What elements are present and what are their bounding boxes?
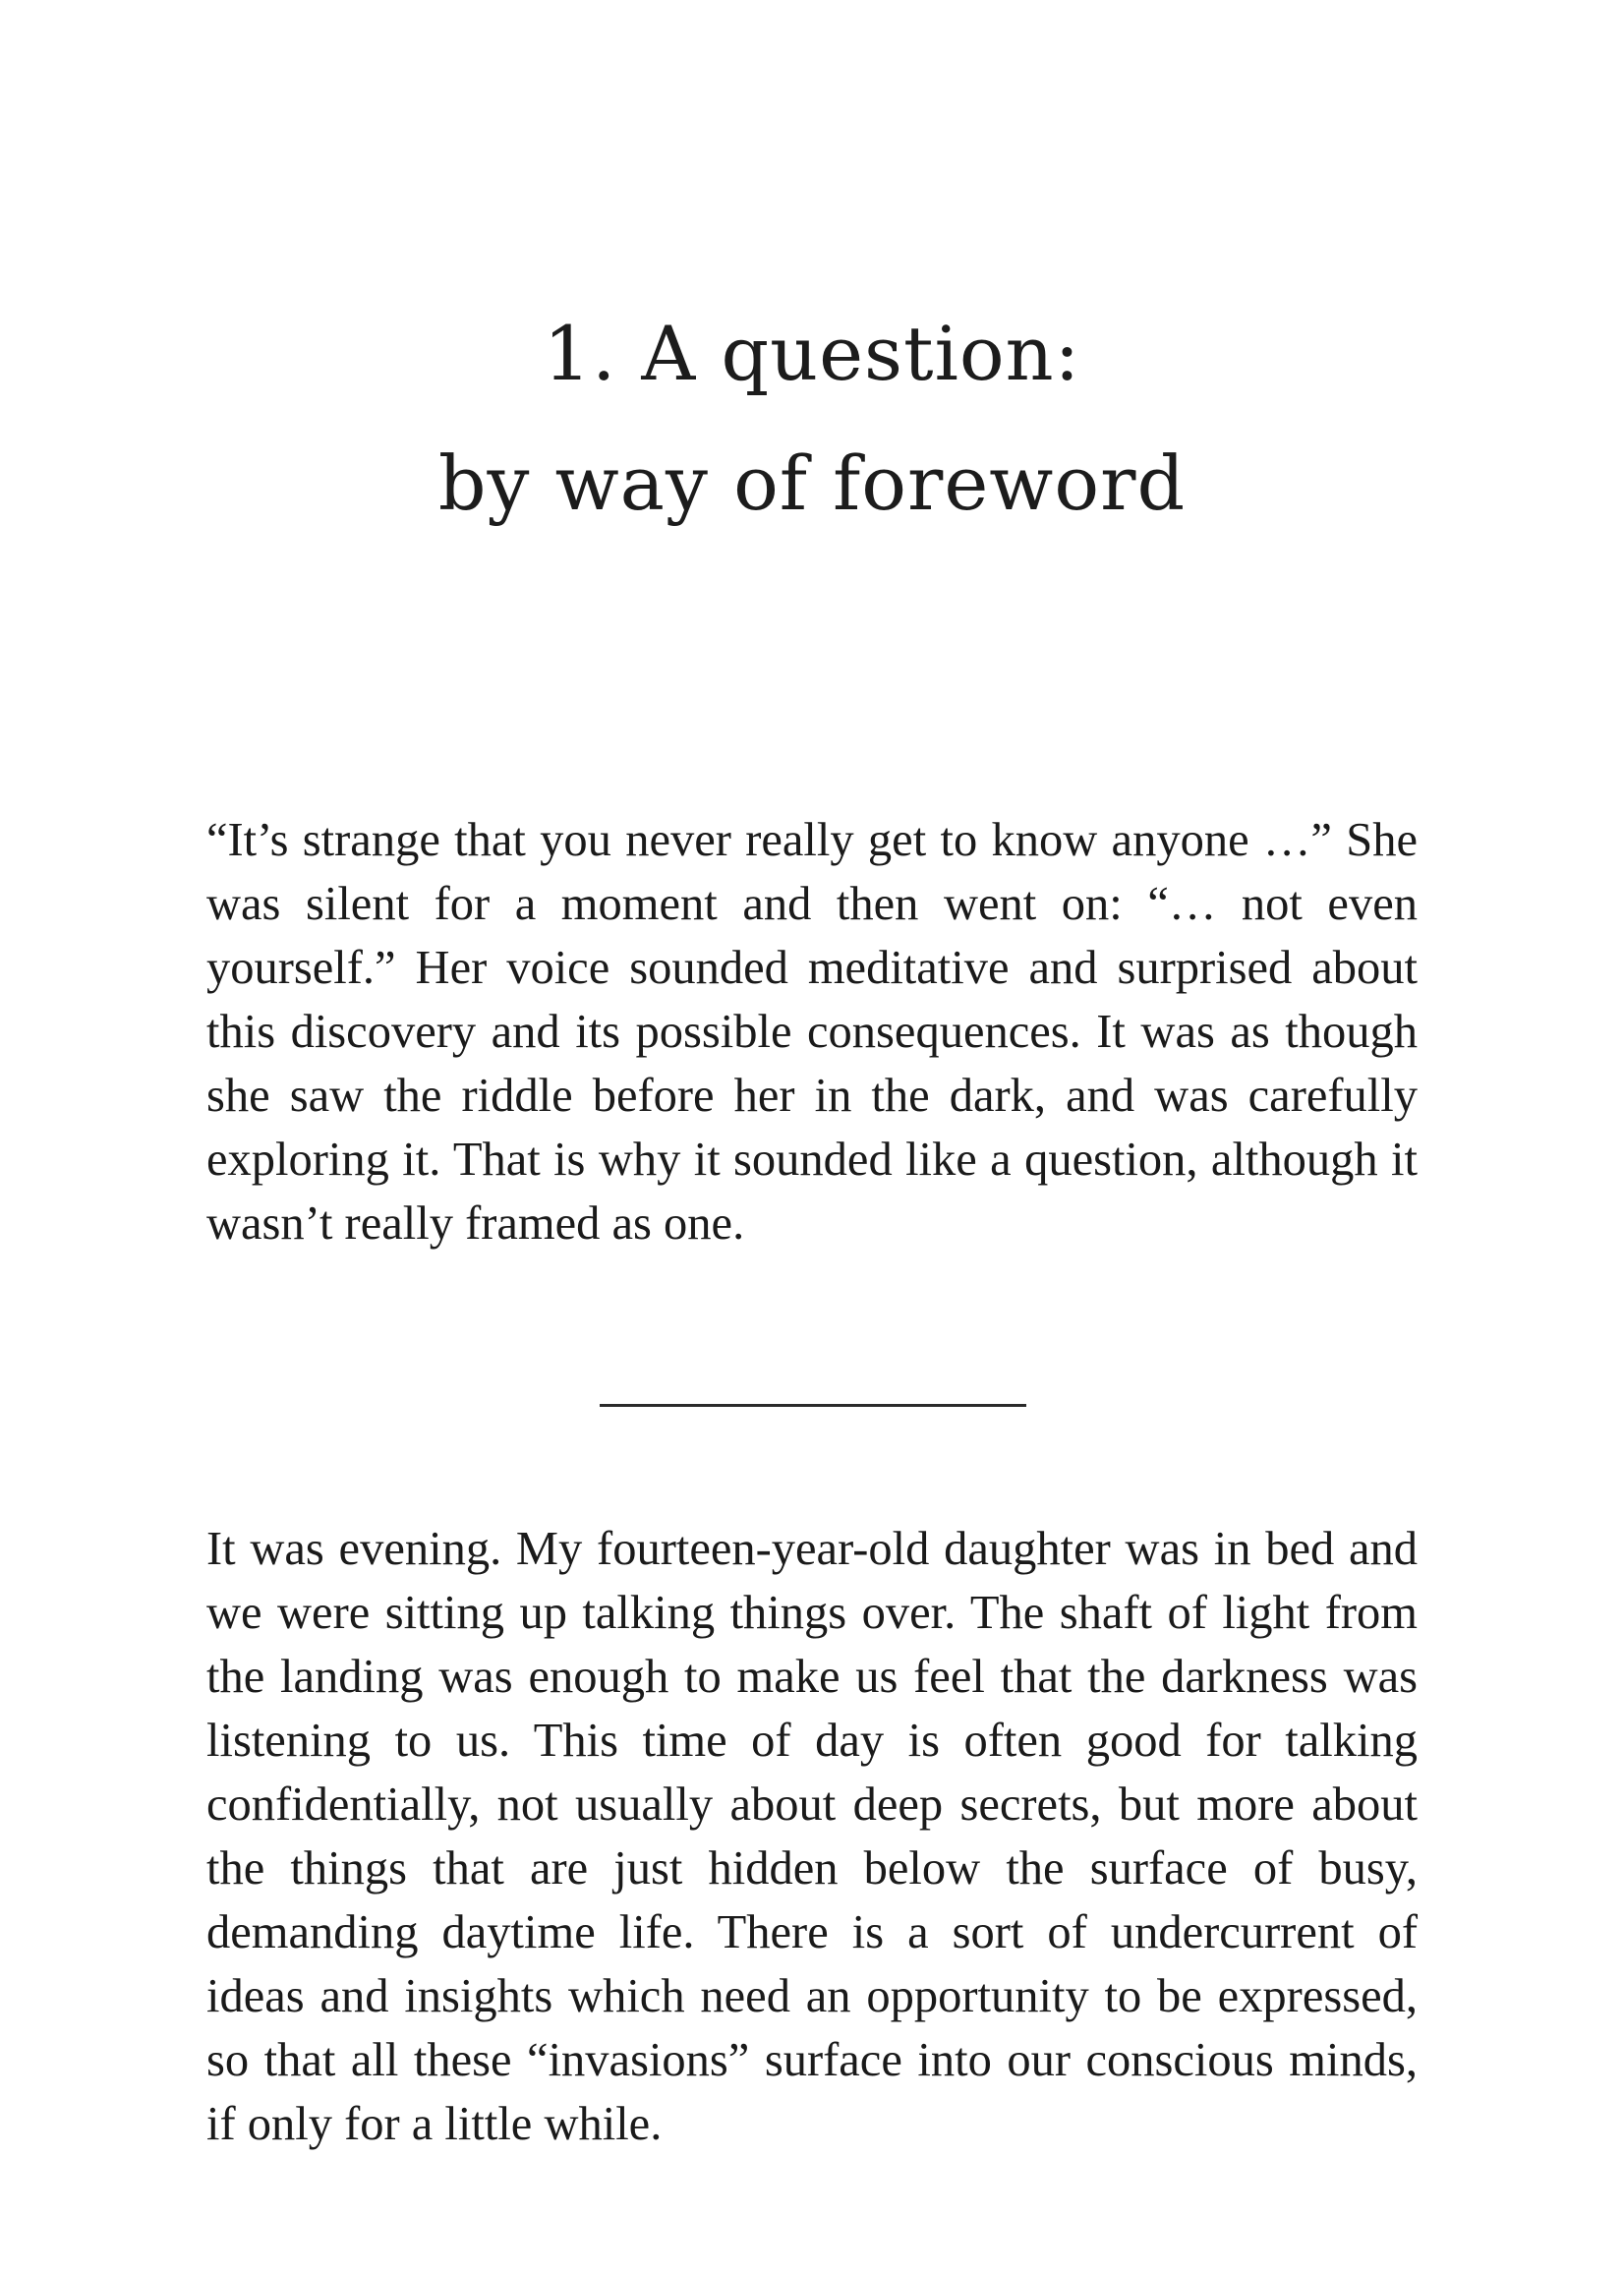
paragraph-1: “It’s strange that you never really get to know anyone …” She was silent for a moment and then went on: “… not even yourself.” Her voice sounded meditative and surprised about this discovery and its possible consequences. It was as though she saw the riddle before her in the dark, and was carefully exploring it. That is why it sounded like a question, although it wasn’t really framed as one. — [206, 814, 1418, 1250]
chapter-title-line-1: 1. A question: — [543, 310, 1081, 397]
section-divider — [600, 1404, 1026, 1407]
chapter-title-line-2: by way of foreword — [437, 439, 1187, 527]
paragraph-2: It was evening. My fourteen-year-old daughter was in bed and we were sitting up talking things over. The shaft of light from the landing was enough to make us feel that the darkness was listening to us. This time of day is often good for talking confidentially, not usually about deep secrets, but more about the things that are just hidden below the surface of busy, demanding daytime life. There is a sort of undercurrent of ideas and insights which need an opportunity to be expressed, so that all these “invasions” surface into our conscious minds, if only for a little while. — [206, 1523, 1418, 2150]
